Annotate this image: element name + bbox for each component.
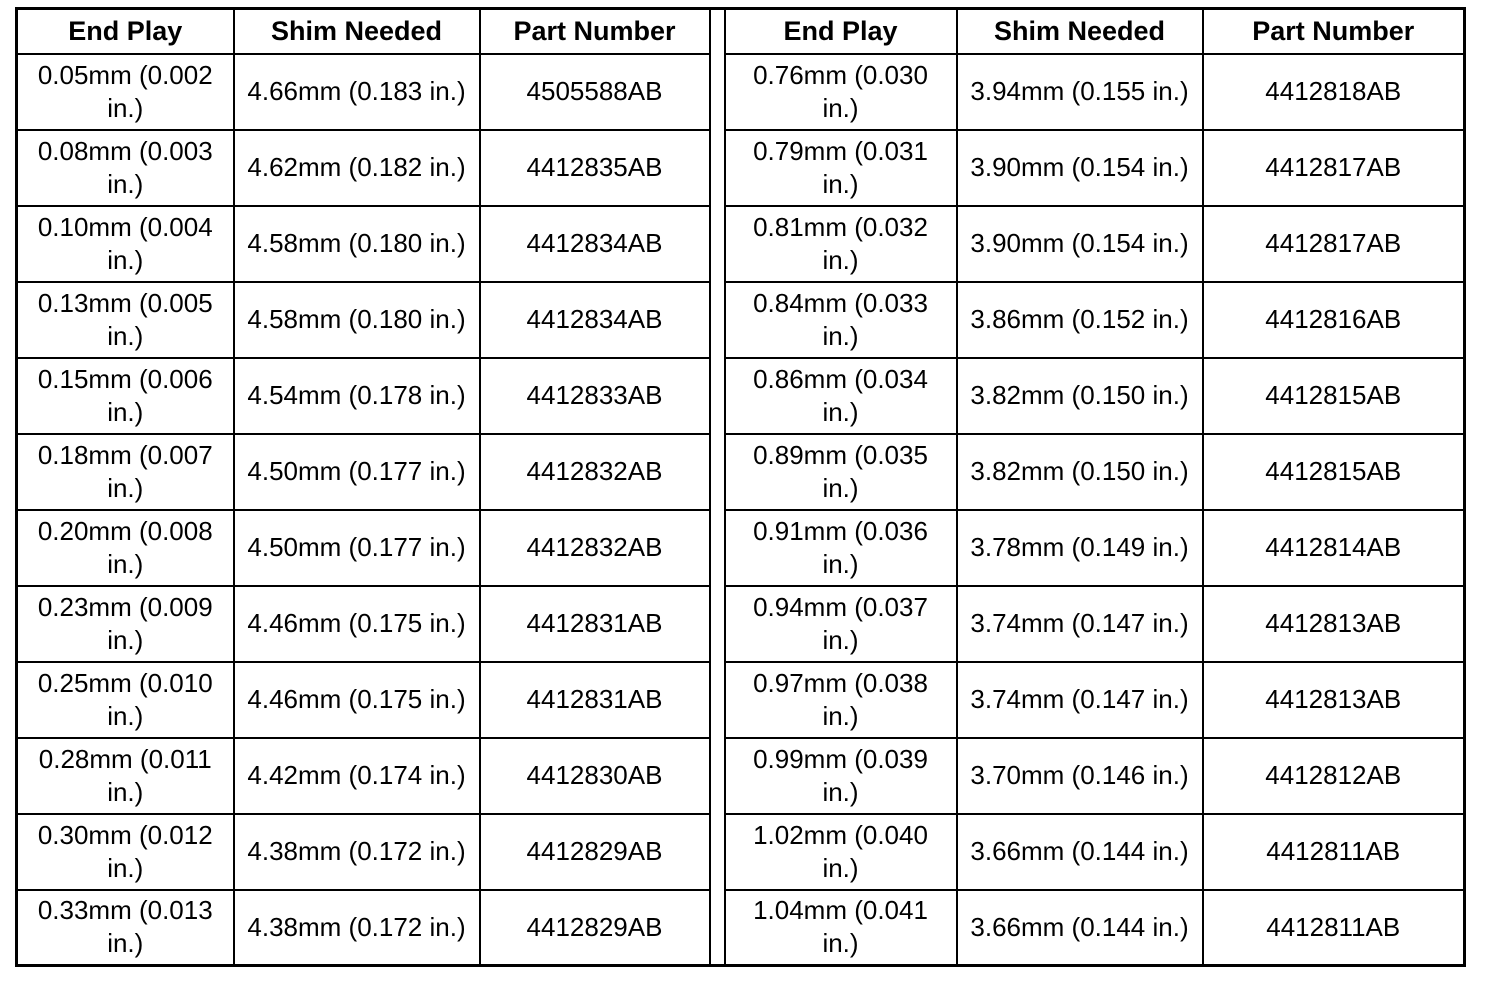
header-part-number-left: Part Number (480, 9, 710, 54)
cell-shim-needed-left: 4.50mm (0.177 in.) (234, 510, 480, 586)
table-row (17, 282, 1465, 358)
cell-shim-needed-right: 3.70mm (0.146 in.) (957, 738, 1203, 814)
cell-part-number-right: 4412813AB (1203, 586, 1465, 662)
table-separator (710, 510, 725, 586)
table-row (17, 206, 1465, 282)
cell-end-play-right: 0.99mm (0.039 in.) (725, 738, 957, 814)
table-separator (710, 282, 725, 358)
cell-shim-needed-left: 4.38mm (0.172 in.) (234, 890, 480, 966)
cell-end-play-right: 1.04mm (0.041 in.) (725, 890, 957, 966)
cell-part-number-left: 4412832AB (480, 510, 710, 586)
cell-end-play-left: 0.18mm (0.007 in.) (17, 434, 234, 510)
cell-part-number-right: 4412815AB (1203, 358, 1465, 434)
cell-part-number-right: 4412817AB (1203, 130, 1465, 206)
cell-end-play-left: 0.15mm (0.006 in.) (17, 358, 234, 434)
cell-part-number-left: 4412830AB (480, 738, 710, 814)
cell-part-number-right: 4412815AB (1203, 434, 1465, 510)
table-separator (710, 814, 725, 890)
cell-shim-needed-right: 3.78mm (0.149 in.) (957, 510, 1203, 586)
table-separator (710, 358, 725, 434)
cell-end-play-left: 0.10mm (0.004 in.) (17, 206, 234, 282)
cell-end-play-right: 0.84mm (0.033 in.) (725, 282, 957, 358)
table-separator (710, 662, 725, 738)
table-row (17, 662, 1465, 738)
cell-shim-needed-right: 3.82mm (0.150 in.) (957, 358, 1203, 434)
cell-end-play-left: 0.28mm (0.011 in.) (17, 738, 234, 814)
cell-shim-needed-left: 4.38mm (0.172 in.) (234, 814, 480, 890)
header-part-number-right: Part Number (1203, 9, 1465, 54)
table-separator (710, 586, 725, 662)
table-separator (710, 130, 725, 206)
cell-shim-needed-right: 3.74mm (0.147 in.) (957, 586, 1203, 662)
cell-shim-needed-right: 3.66mm (0.144 in.) (957, 890, 1203, 966)
cell-end-play-right: 0.81mm (0.032 in.) (725, 206, 957, 282)
cell-part-number-left: 4412831AB (480, 662, 710, 738)
cell-end-play-right: 0.91mm (0.036 in.) (725, 510, 957, 586)
cell-shim-needed-right: 3.94mm (0.155 in.) (957, 54, 1203, 130)
cell-end-play-right: 0.86mm (0.034 in.) (725, 358, 957, 434)
table-separator (710, 9, 725, 54)
table-separator (710, 54, 725, 130)
header-end-play-right: End Play (725, 9, 957, 54)
table-row (17, 358, 1465, 434)
cell-shim-needed-right: 3.66mm (0.144 in.) (957, 814, 1203, 890)
cell-part-number-left: 4412829AB (480, 814, 710, 890)
table-body (17, 54, 1465, 966)
cell-part-number-right: 4412816AB (1203, 282, 1465, 358)
cell-end-play-left: 0.30mm (0.012 in.) (17, 814, 234, 890)
shim-selection-table (15, 7, 1466, 967)
table-row (17, 814, 1465, 890)
cell-part-number-right: 4412811AB (1203, 890, 1465, 966)
table-row (17, 510, 1465, 586)
cell-part-number-right: 4412817AB (1203, 206, 1465, 282)
cell-part-number-left: 4412829AB (480, 890, 710, 966)
cell-end-play-right: 0.97mm (0.038 in.) (725, 662, 957, 738)
cell-end-play-right: 0.94mm (0.037 in.) (725, 586, 957, 662)
cell-part-number-left: 4412834AB (480, 206, 710, 282)
cell-end-play-right: 0.76mm (0.030 in.) (725, 54, 957, 130)
cell-part-number-left: 4412834AB (480, 282, 710, 358)
cell-shim-needed-left: 4.58mm (0.180 in.) (234, 282, 480, 358)
cell-shim-needed-right: 3.82mm (0.150 in.) (957, 434, 1203, 510)
table-row (17, 586, 1465, 662)
cell-end-play-left: 0.08mm (0.003 in.) (17, 130, 234, 206)
cell-shim-needed-left: 4.54mm (0.178 in.) (234, 358, 480, 434)
table-separator (710, 206, 725, 282)
cell-end-play-right: 0.89mm (0.035 in.) (725, 434, 957, 510)
cell-part-number-right: 4412811AB (1203, 814, 1465, 890)
cell-part-number-left: 4505588AB (480, 54, 710, 130)
cell-part-number-right: 4412813AB (1203, 662, 1465, 738)
cell-shim-needed-right: 3.90mm (0.154 in.) (957, 206, 1203, 282)
table-separator (710, 738, 725, 814)
cell-shim-needed-left: 4.42mm (0.174 in.) (234, 738, 480, 814)
cell-part-number-left: 4412833AB (480, 358, 710, 434)
cell-end-play-left: 0.33mm (0.013 in.) (17, 890, 234, 966)
cell-shim-needed-left: 4.58mm (0.180 in.) (234, 206, 480, 282)
cell-shim-needed-right: 3.86mm (0.152 in.) (957, 282, 1203, 358)
cell-part-number-left: 4412835AB (480, 130, 710, 206)
cell-shim-needed-right: 3.74mm (0.147 in.) (957, 662, 1203, 738)
cell-part-number-right: 4412818AB (1203, 54, 1465, 130)
header-shim-needed-right: Shim Needed (957, 9, 1203, 54)
cell-end-play-left: 0.05mm (0.002 in.) (17, 54, 234, 130)
table-row (17, 54, 1465, 130)
cell-end-play-left: 0.20mm (0.008 in.) (17, 510, 234, 586)
cell-shim-needed-left: 4.50mm (0.177 in.) (234, 434, 480, 510)
cell-end-play-left: 0.23mm (0.009 in.) (17, 586, 234, 662)
cell-shim-needed-left: 4.62mm (0.182 in.) (234, 130, 480, 206)
cell-end-play-right: 0.79mm (0.031 in.) (725, 130, 957, 206)
cell-part-number-right: 4412812AB (1203, 738, 1465, 814)
cell-shim-needed-left: 4.66mm (0.183 in.) (234, 54, 480, 130)
cell-end-play-right: 1.02mm (0.040 in.) (725, 814, 957, 890)
table-row (17, 738, 1465, 814)
cell-shim-needed-left: 4.46mm (0.175 in.) (234, 662, 480, 738)
table-separator (710, 890, 725, 966)
cell-end-play-left: 0.25mm (0.010 in.) (17, 662, 234, 738)
table-row (17, 130, 1465, 206)
cell-end-play-left: 0.13mm (0.005 in.) (17, 282, 234, 358)
cell-part-number-right: 4412814AB (1203, 510, 1465, 586)
header-end-play-left: End Play (17, 9, 234, 54)
cell-shim-needed-right: 3.90mm (0.154 in.) (957, 130, 1203, 206)
header-row (17, 9, 1465, 54)
table-row (17, 890, 1465, 966)
table-separator (710, 434, 725, 510)
table-row (17, 434, 1465, 510)
cell-part-number-left: 4412831AB (480, 586, 710, 662)
header-shim-needed-left: Shim Needed (234, 9, 480, 54)
cell-shim-needed-left: 4.46mm (0.175 in.) (234, 586, 480, 662)
cell-part-number-left: 4412832AB (480, 434, 710, 510)
